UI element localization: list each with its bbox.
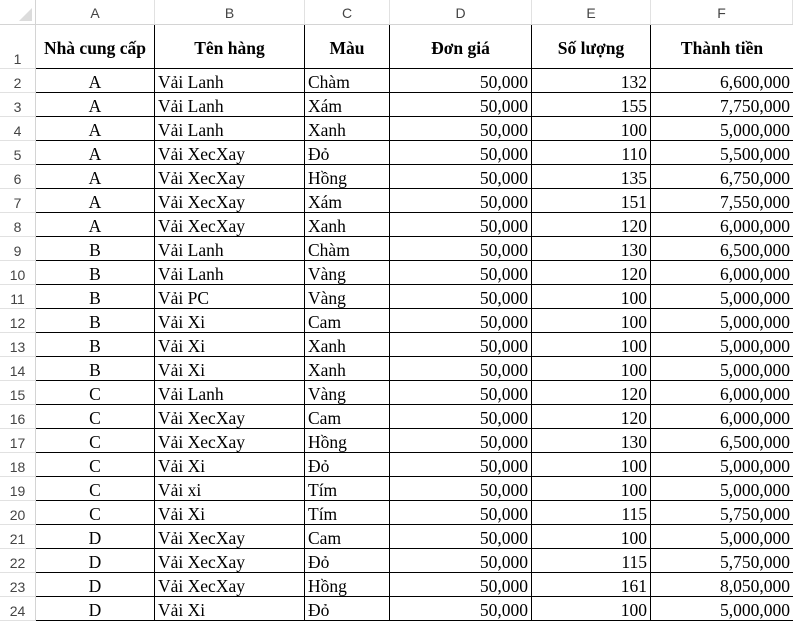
cell-color[interactable]: Vàng (305, 285, 390, 309)
cell-supplier[interactable]: A (36, 117, 155, 141)
cell-supplier[interactable]: A (36, 213, 155, 237)
cell-color[interactable]: Cam (305, 525, 390, 549)
cell-unit-price[interactable]: 50,000 (390, 93, 532, 117)
row-header-13[interactable]: 13 (0, 333, 36, 357)
cell-color[interactable]: Cam (305, 405, 390, 429)
cell-total[interactable]: 5,000,000 (651, 477, 793, 501)
cell-total[interactable]: 6,500,000 (651, 237, 793, 261)
cell-unit-price[interactable]: 50,000 (390, 381, 532, 405)
cell-supplier[interactable]: C (36, 477, 155, 501)
cell-product[interactable]: Vải Lanh (155, 93, 305, 117)
cell-unit-price[interactable]: 50,000 (390, 525, 532, 549)
cell-quantity[interactable]: 135 (532, 165, 651, 189)
select-all-triangle-icon (19, 8, 32, 21)
cell-product[interactable]: Vải Xi (155, 309, 305, 333)
cell-quantity[interactable]: 130 (532, 237, 651, 261)
cell-unit-price[interactable]: 50,000 (390, 477, 532, 501)
header-cell-product[interactable]: Tên hàng (155, 25, 305, 69)
row-header-3[interactable]: 3 (0, 93, 36, 117)
header-cell-unit-price[interactable]: Đơn giá (390, 25, 532, 69)
cell-quantity[interactable]: 115 (532, 501, 651, 525)
cell-product[interactable]: Vải XecXay (155, 189, 305, 213)
column-header-d[interactable]: D (390, 0, 532, 24)
cell-quantity[interactable]: 155 (532, 93, 651, 117)
row-header-10[interactable]: 10 (0, 261, 36, 285)
column-header-b[interactable]: B (155, 0, 305, 24)
cell-supplier[interactable]: D (36, 525, 155, 549)
cell-product[interactable]: Vải PC (155, 285, 305, 309)
row-header-23[interactable]: 23 (0, 573, 36, 597)
cell-supplier[interactable]: B (36, 261, 155, 285)
row-header-24[interactable]: 24 (0, 597, 36, 621)
cell-total[interactable]: 6,000,000 (651, 405, 793, 429)
cell-color[interactable]: Hồng (305, 573, 390, 597)
cell-unit-price[interactable]: 50,000 (390, 357, 532, 381)
cell-product[interactable]: Vải Xi (155, 357, 305, 381)
cell-unit-price[interactable]: 50,000 (390, 501, 532, 525)
cell-color[interactable]: Tím (305, 501, 390, 525)
cell-product[interactable]: Vải xi (155, 477, 305, 501)
header-cell-supplier[interactable]: Nhà cung cấp (36, 25, 155, 69)
row-header-16[interactable]: 16 (0, 405, 36, 429)
cell-unit-price[interactable]: 50,000 (390, 333, 532, 357)
cell-supplier[interactable]: B (36, 357, 155, 381)
cell-unit-price[interactable]: 50,000 (390, 69, 532, 93)
row-header-7[interactable]: 7 (0, 189, 36, 213)
cell-total[interactable]: 6,600,000 (651, 69, 793, 93)
row-header-11[interactable]: 11 (0, 285, 36, 309)
cell-unit-price[interactable]: 50,000 (390, 213, 532, 237)
cell-supplier[interactable]: C (36, 501, 155, 525)
cell-total[interactable]: 5,500,000 (651, 141, 793, 165)
cell-unit-price[interactable]: 50,000 (390, 237, 532, 261)
cell-product[interactable]: Vải Lanh (155, 69, 305, 93)
cell-unit-price[interactable]: 50,000 (390, 261, 532, 285)
row-header-17[interactable]: 17 (0, 429, 36, 453)
cell-color[interactable]: Xanh (305, 117, 390, 141)
cell-color[interactable]: Đỏ (305, 549, 390, 573)
cell-unit-price[interactable]: 50,000 (390, 429, 532, 453)
cell-color[interactable]: Chàm (305, 237, 390, 261)
cell-supplier[interactable]: C (36, 381, 155, 405)
row-header-2[interactable]: 2 (0, 69, 36, 93)
cell-supplier[interactable]: A (36, 189, 155, 213)
cell-unit-price[interactable]: 50,000 (390, 165, 532, 189)
cell-quantity[interactable]: 100 (532, 453, 651, 477)
cell-total[interactable]: 5,000,000 (651, 525, 793, 549)
cell-quantity[interactable]: 100 (532, 525, 651, 549)
cell-product[interactable]: Vải Lanh (155, 237, 305, 261)
cell-quantity[interactable]: 161 (532, 573, 651, 597)
cell-total[interactable]: 5,000,000 (651, 117, 793, 141)
cell-unit-price[interactable]: 50,000 (390, 453, 532, 477)
cell-quantity[interactable]: 120 (532, 261, 651, 285)
cell-quantity[interactable]: 100 (532, 333, 651, 357)
row-header-22[interactable]: 22 (0, 549, 36, 573)
cell-product[interactable]: Vải XecXay (155, 165, 305, 189)
cell-total[interactable]: 5,000,000 (651, 309, 793, 333)
cell-color[interactable]: Đỏ (305, 453, 390, 477)
row-header-18[interactable]: 18 (0, 453, 36, 477)
cell-total[interactable]: 7,750,000 (651, 93, 793, 117)
cell-product[interactable]: Vải XecXay (155, 213, 305, 237)
cell-unit-price[interactable]: 50,000 (390, 117, 532, 141)
cell-product[interactable]: Vải Xi (155, 453, 305, 477)
row-header-5[interactable]: 5 (0, 141, 36, 165)
cell-supplier[interactable]: C (36, 429, 155, 453)
cell-color[interactable]: Xanh (305, 357, 390, 381)
column-header-a[interactable]: A (36, 0, 155, 24)
cell-product[interactable]: Vải Xi (155, 597, 305, 621)
cell-unit-price[interactable]: 50,000 (390, 597, 532, 621)
row-header-21[interactable]: 21 (0, 525, 36, 549)
row-header-14[interactable]: 14 (0, 357, 36, 381)
cell-supplier[interactable]: B (36, 237, 155, 261)
cell-quantity[interactable]: 100 (532, 477, 651, 501)
cell-quantity[interactable]: 100 (532, 357, 651, 381)
cell-total[interactable]: 8,050,000 (651, 573, 793, 597)
cell-color[interactable]: Xanh (305, 213, 390, 237)
cell-color[interactable]: Xám (305, 93, 390, 117)
row-header-1[interactable]: 1 (0, 25, 36, 69)
cell-product[interactable]: Vải Xi (155, 501, 305, 525)
cell-quantity[interactable]: 100 (532, 597, 651, 621)
cell-total[interactable]: 5,750,000 (651, 501, 793, 525)
cell-product[interactable]: Vải Lanh (155, 261, 305, 285)
cell-quantity[interactable]: 120 (532, 405, 651, 429)
cell-product[interactable]: Vải XecXay (155, 141, 305, 165)
cell-unit-price[interactable]: 50,000 (390, 141, 532, 165)
cell-quantity[interactable]: 100 (532, 117, 651, 141)
row-header-6[interactable]: 6 (0, 165, 36, 189)
cell-product[interactable]: Vải Lanh (155, 117, 305, 141)
row-header-12[interactable]: 12 (0, 309, 36, 333)
cell-supplier[interactable]: C (36, 453, 155, 477)
cell-total[interactable]: 6,500,000 (651, 429, 793, 453)
cell-unit-price[interactable]: 50,000 (390, 285, 532, 309)
cell-total[interactable]: 6,750,000 (651, 165, 793, 189)
header-cell-quantity[interactable]: Số lượng (532, 25, 651, 69)
column-header-c[interactable]: C (305, 0, 390, 24)
cell-product[interactable]: Vải XecXay (155, 549, 305, 573)
cell-total[interactable]: 5,000,000 (651, 357, 793, 381)
cell-unit-price[interactable]: 50,000 (390, 405, 532, 429)
cell-unit-price[interactable]: 50,000 (390, 189, 532, 213)
cell-supplier[interactable]: C (36, 405, 155, 429)
cell-total[interactable]: 7,550,000 (651, 189, 793, 213)
cell-supplier[interactable]: B (36, 333, 155, 357)
cell-quantity[interactable]: 120 (532, 213, 651, 237)
cell-product[interactable]: Vải XecXay (155, 525, 305, 549)
cell-product[interactable]: Vải XecXay (155, 429, 305, 453)
cell-supplier[interactable]: A (36, 165, 155, 189)
cell-total[interactable]: 5,750,000 (651, 549, 793, 573)
cell-color[interactable]: Xám (305, 189, 390, 213)
cell-total[interactable]: 6,000,000 (651, 381, 793, 405)
cell-product[interactable]: Vải Xi (155, 333, 305, 357)
cell-supplier[interactable]: A (36, 93, 155, 117)
header-cell-color[interactable]: Màu (305, 25, 390, 69)
cell-supplier[interactable]: D (36, 573, 155, 597)
column-header-e[interactable]: E (532, 0, 651, 24)
row-header-20[interactable]: 20 (0, 501, 36, 525)
cell-color[interactable]: Chàm (305, 69, 390, 93)
cell-quantity[interactable]: 100 (532, 309, 651, 333)
cell-supplier[interactable]: D (36, 597, 155, 621)
select-all-button[interactable] (0, 0, 36, 24)
cell-color[interactable]: Hồng (305, 429, 390, 453)
cell-quantity[interactable]: 120 (532, 381, 651, 405)
cell-total[interactable]: 6,000,000 (651, 261, 793, 285)
cell-supplier[interactable]: B (36, 309, 155, 333)
cell-quantity[interactable]: 151 (532, 189, 651, 213)
cell-product[interactable]: Vải XecXay (155, 573, 305, 597)
row-header-15[interactable]: 15 (0, 381, 36, 405)
cell-color[interactable]: Vàng (305, 381, 390, 405)
cell-total[interactable]: 5,000,000 (651, 597, 793, 621)
cell-supplier[interactable]: A (36, 141, 155, 165)
cell-color[interactable]: Đỏ (305, 141, 390, 165)
cell-unit-price[interactable]: 50,000 (390, 309, 532, 333)
cell-quantity[interactable]: 100 (532, 285, 651, 309)
row-header-9[interactable]: 9 (0, 237, 36, 261)
column-header-f[interactable]: F (651, 0, 793, 24)
row-header-4[interactable]: 4 (0, 117, 36, 141)
cell-quantity[interactable]: 130 (532, 429, 651, 453)
cell-unit-price[interactable]: 50,000 (390, 573, 532, 597)
cell-total[interactable]: 5,000,000 (651, 333, 793, 357)
cell-quantity[interactable]: 132 (532, 69, 651, 93)
cell-quantity[interactable]: 110 (532, 141, 651, 165)
cell-color[interactable]: Tím (305, 477, 390, 501)
row-header-8[interactable]: 8 (0, 213, 36, 237)
cell-supplier[interactable]: B (36, 285, 155, 309)
cell-supplier[interactable]: D (36, 549, 155, 573)
cell-color[interactable]: Cam (305, 309, 390, 333)
cell-supplier[interactable]: A (36, 69, 155, 93)
cell-color[interactable]: Vàng (305, 261, 390, 285)
cell-product[interactable]: Vải Lanh (155, 381, 305, 405)
cell-color[interactable]: Hồng (305, 165, 390, 189)
row-header-19[interactable]: 19 (0, 477, 36, 501)
cell-total[interactable]: 6,000,000 (651, 213, 793, 237)
cell-total[interactable]: 5,000,000 (651, 285, 793, 309)
cell-color[interactable]: Xanh (305, 333, 390, 357)
cell-total[interactable]: 5,000,000 (651, 453, 793, 477)
cell-unit-price[interactable]: 50,000 (390, 549, 532, 573)
header-cell-total[interactable]: Thành tiền (651, 25, 793, 69)
cell-color[interactable]: Đỏ (305, 597, 390, 621)
cell-quantity[interactable]: 115 (532, 549, 651, 573)
cell-product[interactable]: Vải XecXay (155, 405, 305, 429)
